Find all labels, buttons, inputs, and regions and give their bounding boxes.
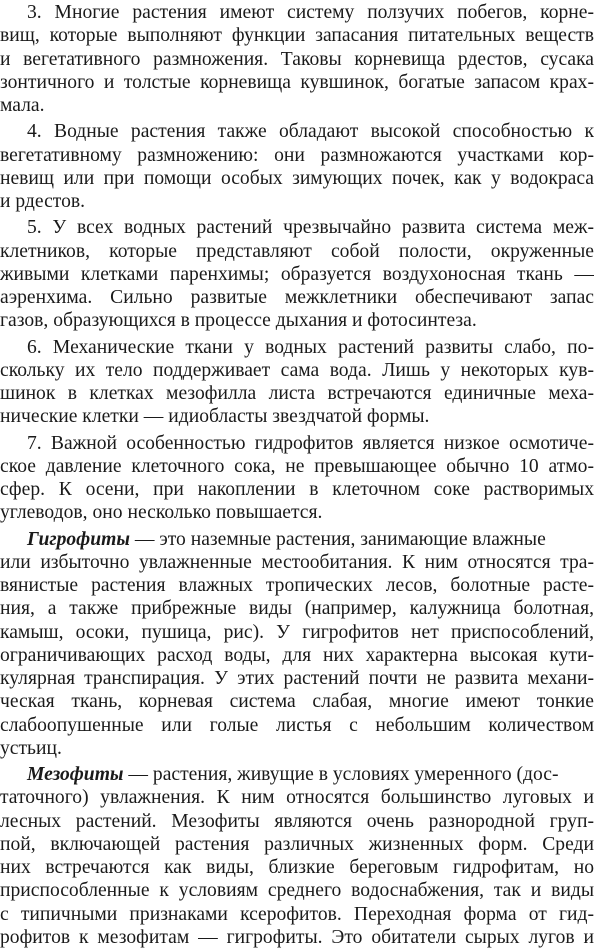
line-text: ческая ткань, корневая система слабая, многие имеют тонкие (0, 691, 594, 713)
text-line (0, 240, 594, 263)
text-line (0, 167, 594, 190)
text-line (0, 190, 594, 213)
line-text: сфер. К осени, при накоплении в клеточном соке растворимых (0, 479, 594, 500)
line-text: слабоопушенные или голые листья с небольшим количеством (0, 714, 594, 736)
text-line (27, 763, 594, 786)
line-text: скольку их тело поддерживает сама вода. Лишь у некоторых кув- (0, 359, 594, 381)
text-line (0, 926, 594, 949)
line-text: или избыточно увлажненные местообитания. К ним относятся тра- (0, 551, 594, 573)
text-line (0, 856, 594, 879)
text-line (0, 737, 594, 760)
line-text: лесных растений. Мезофиты являются очень разнородной груп- (0, 810, 594, 832)
line-text: нические клетки — идиобласты звездчатой формы. (0, 406, 430, 428)
text-line (0, 621, 594, 644)
text-line (0, 455, 594, 478)
line-text: таточного) увлажнения. К ним относятся большинство луговых и (0, 787, 594, 809)
text-line (0, 359, 594, 382)
line-text: рофитов к мезофитам — гигрофиты. Это обитатели сырых лугов и (0, 926, 594, 948)
line-text: кулярная транспирация. У этих растений почти не развита механи- (0, 668, 594, 689)
text-line (0, 48, 594, 71)
text-line (0, 551, 594, 574)
text-line (0, 24, 594, 47)
line-text: 5. У всех водных растений чрезвычайно развита система меж- (27, 217, 594, 239)
term-hygrophytes: Гигрофиты (27, 528, 130, 550)
line-text: камыш, осоки, пушица, рис). У гигрофитов нет приспособлений, (0, 621, 594, 643)
text-line (0, 501, 594, 524)
line-text: 6. Механические ткани у водных растений развиты слабо, по- (27, 336, 594, 358)
text-line (0, 405, 594, 428)
line-text: зонтичного и толстые корневища кувшинок, богатые запасом крах- (0, 71, 594, 93)
line-text: вянистые растения влажных тропических лесов, болотные расте- (0, 575, 594, 596)
line-text: ния, а также прибрежные виды (например, калужница болотная, (0, 598, 594, 620)
line-text: приспособленные к условиям среднего водоснабжения, так и виды (0, 880, 594, 902)
text-line (0, 309, 594, 332)
text-line (0, 94, 594, 117)
text-line (0, 286, 594, 309)
text-line (27, 1, 594, 24)
text-line (0, 667, 594, 690)
line-text: ограничивающих расход воды, для них характерна высокая кути- (0, 644, 594, 666)
text-line (0, 382, 594, 405)
line-text: газов, образующихся в процессе дыхания и фотосинтеза. (0, 310, 477, 332)
line-text: и вегетативного размножения. Таковы корневища рдестов, сусака (0, 48, 594, 70)
text-line (27, 528, 594, 551)
text-line (0, 714, 594, 737)
line-text: аэренхима. Сильно развитые межклетники обеспечивают запас (0, 287, 594, 308)
text-line (0, 144, 594, 167)
text-line (0, 71, 594, 94)
text-line (0, 903, 594, 926)
line-text: устьиц. (0, 737, 62, 759)
text-line (0, 574, 594, 597)
line-text: ское давление клеточного сока, не превышающее обычно 10 атмо- (0, 455, 594, 477)
text-line (0, 597, 594, 620)
text-line (0, 786, 594, 809)
line-text: невищ или при помощи особых зимующих почек, как у водокраса (0, 167, 594, 189)
line-text (27, 763, 559, 786)
line-text: мала. (0, 95, 45, 116)
line-text: 4. Водные растения также обладают высокой способностью к (27, 121, 594, 143)
text-line (0, 644, 594, 667)
text-line (0, 690, 594, 713)
line-text: 3. Многие растения имеют систему ползучих побегов, корне- (27, 2, 594, 23)
line-text: с типичными признаками ксерофитов. Переходная форма от гид- (0, 903, 594, 925)
line-text (27, 528, 546, 551)
line-text: вегетативному размножению: они размножаются участками кор- (0, 144, 594, 166)
line-text: клетников, которые представляют собой полости, окруженные (0, 240, 594, 262)
text-line (27, 336, 594, 359)
line-text: вищ, которые выполняют функции запасания питательных веществ (0, 25, 594, 47)
term-mesophytes: Мезофиты (27, 764, 124, 785)
line-text: 7. Важной особенностью гидрофитов является низкое осмотиче- (27, 432, 594, 454)
text-line (27, 120, 594, 143)
line-text: и рдестов. (0, 191, 86, 212)
text-line (0, 879, 594, 902)
text-line (0, 833, 594, 856)
text-line (0, 810, 594, 833)
text-line (0, 263, 594, 286)
text-line (0, 478, 594, 501)
text-line (27, 432, 594, 455)
line-text: пой, включающей растения различных жизненных форм. Среди (0, 833, 594, 855)
line-text-rest: — это наземные растения, занимающие влажные (129, 528, 546, 550)
line-text: живыми клетками паренхимы; образуется воздухоносная ткань — (0, 263, 594, 285)
line-text: углеводов, оно несколько повышается. (0, 502, 323, 524)
line-text: шинок в клетках мезофилла листа встречаются единичные меха- (0, 383, 594, 404)
line-text: них встречаются как виды, близкие береговым гидрофитам, но (0, 857, 594, 878)
text-line (27, 216, 594, 239)
line-text-rest: — растения, живущие в условиях умеренного (дос- (123, 764, 559, 785)
